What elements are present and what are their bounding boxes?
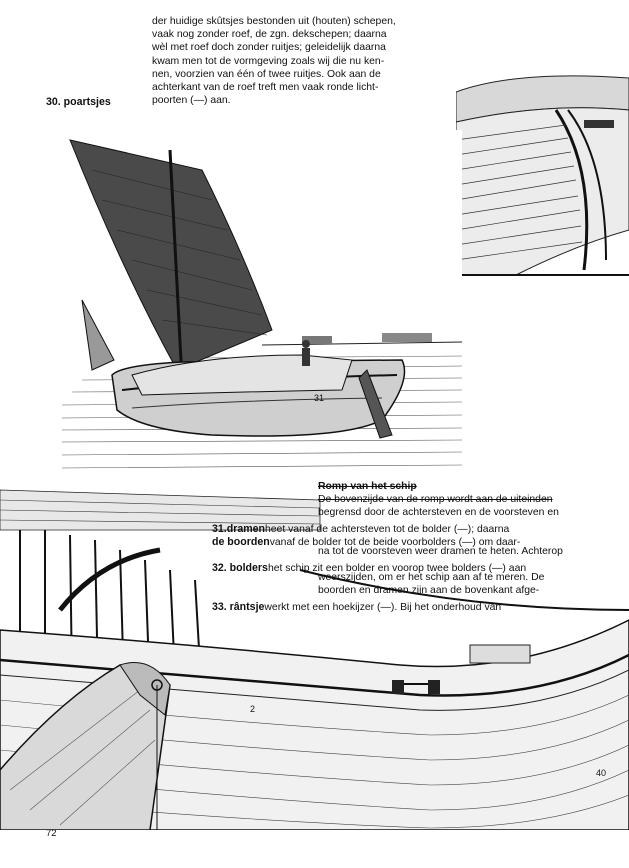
figure-number: 40: [596, 768, 607, 778]
text-line: wèl met roef doch zonder ruitjes; geleidelijk daarna: [152, 42, 386, 54]
term-poartsjes: 30. poartsjes: [46, 96, 111, 108]
text-line: kwam men tot de vormgeving zoals wij die nu ken-: [152, 55, 385, 67]
term-dramen: 31.dramen: [212, 523, 265, 535]
text-line: vaak nog zonder roef, de zgn. dekschepen; daarna: [152, 29, 387, 41]
text-line: begrensd door de achtersteven en de voorsteven en: [318, 507, 559, 519]
definition-text: het schip zit een bolder en voorop twee bolders (—) aan: [267, 563, 527, 574]
definition-text: werkt met een hoekijzer (—). Bij het onderhoud van: [264, 602, 502, 613]
text-line: poorten (—) aan.: [152, 95, 231, 107]
text-line: na tot de voorsteven weer dramen te heten. Achterop: [318, 546, 563, 557]
sailing-boat-illustration: [62, 130, 462, 480]
term-boorden: de boorden: [212, 536, 270, 548]
text-line: achterkant van de roef treft men vaak ronde licht-: [152, 82, 379, 94]
section-text-block: [318, 480, 578, 520]
section-title: Romp van het schip: [318, 481, 417, 492]
top-paragraph: [152, 15, 396, 107]
term-rantsje: 33. rântsje: [212, 601, 265, 613]
text-line: weerszijden, om er het schip aan af te meren. De: [318, 572, 545, 583]
definition-text: vanaf de bolder tot de beide voorbolders (—) om daar-: [269, 537, 521, 548]
text-line: boorden en dramen zijn aan de bovenkant afge-: [318, 585, 540, 596]
term-bolders: 32. bolders: [212, 562, 268, 574]
page-number: 72: [46, 828, 57, 839]
definition-text: heet vanaf de achtersteven tot de bolder (—); daarna: [265, 524, 510, 535]
text-line: De bovenzijde van de romp wordt aan de uiteinden: [318, 494, 553, 506]
text-line: der huidige skûtsjes bestonden uit (houten) schepen,: [152, 16, 396, 27]
figure-number: 2: [250, 704, 256, 714]
definition-rantsje: [212, 597, 501, 615]
figure-number: 31: [314, 393, 325, 403]
stern-illustration: [456, 70, 629, 280]
text-line: nen, voorzien van één of twee ruitjes. Ook aan de: [152, 68, 381, 80]
